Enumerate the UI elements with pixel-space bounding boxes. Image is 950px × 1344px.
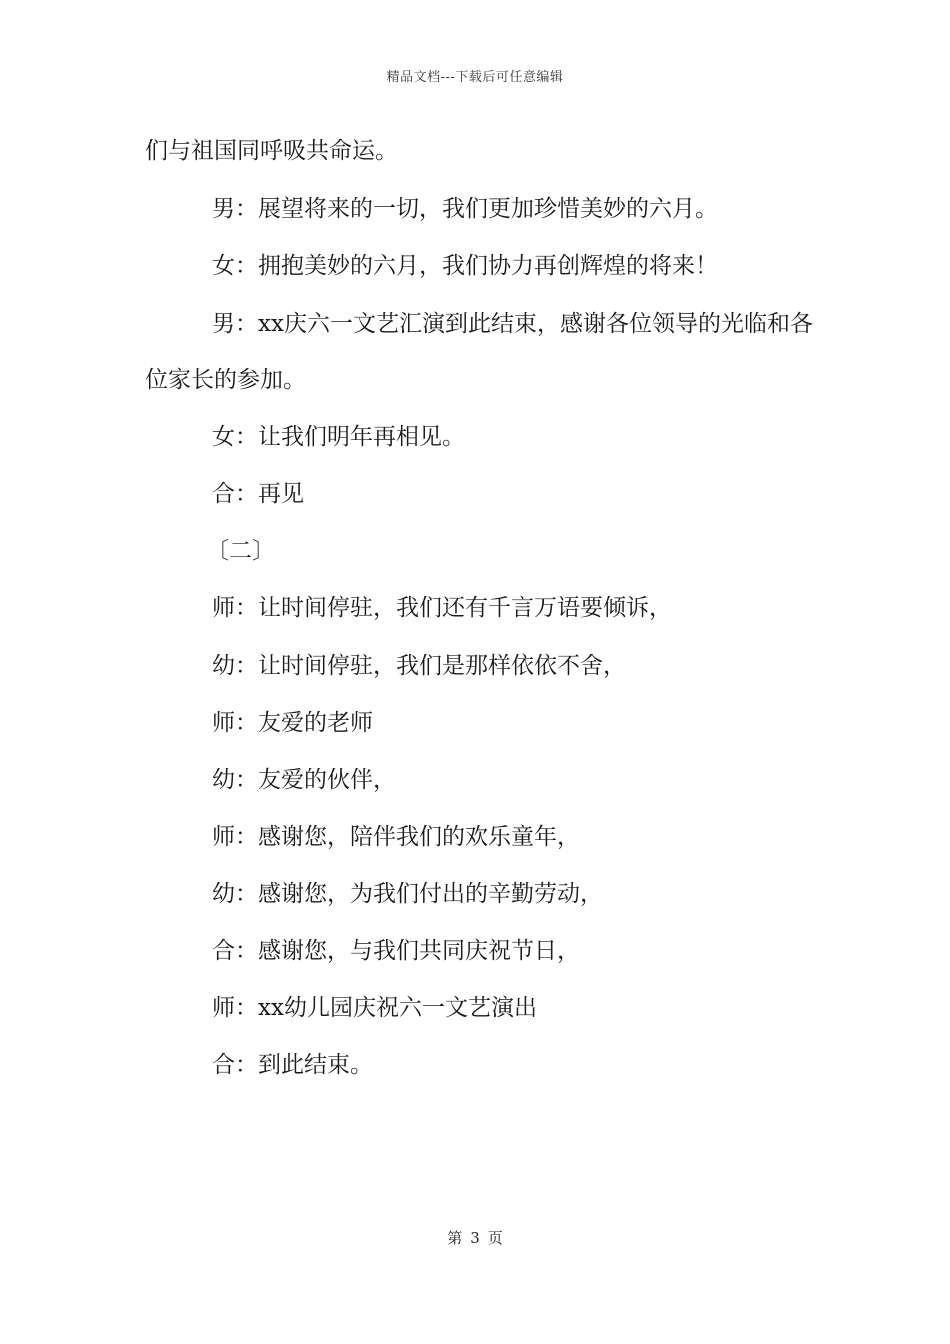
page-label-prefix: 第 (447, 1229, 463, 1247)
body-line: 女：让我们明年再相见。 (212, 424, 465, 450)
body-line: 女：拥抱美妙的六月，我们协力再创辉煌的将来！ (212, 253, 718, 279)
body-line: 师：感谢您，陪伴我们的欢乐童年， (212, 824, 580, 850)
body-line: 幼：友爱的伙伴， (212, 767, 396, 793)
page-footer (0, 1227, 950, 1248)
body-line: 幼：感谢您，为我们付出的辛勤劳动， (212, 881, 603, 907)
page-number: 3 (470, 1229, 480, 1247)
body-line: 合：再见 (212, 481, 304, 507)
body-line: 们与祖国同呼吸共命运。 (145, 138, 398, 164)
body-line: 合：到此结束。 (212, 1052, 373, 1078)
body-line: 位家长的参加。 (145, 367, 306, 393)
body-line: 师：友爱的老师 (212, 710, 373, 736)
body-line: 男：展望将来的一切，我们更加珍惜美妙的六月。 (212, 196, 718, 222)
body-line: 幼：让时间停驻，我们是那样依依不舍， (212, 653, 626, 679)
page-label-suffix: 页 (487, 1229, 503, 1247)
section-marker: 〔二〕 (206, 538, 275, 564)
body-line: 师：xx幼儿园庆祝六一文艺演出 (212, 995, 537, 1021)
body-line: 合：感谢您，与我们共同庆祝节日， (212, 938, 580, 964)
page-header: 精品文档---下载后可任意编辑 (386, 70, 564, 85)
body-line: 男：xx庆六一文艺汇演到此结束，感谢各位领导的光临和各 (212, 311, 813, 337)
body-line: 师：让时间停驻，我们还有千言万语要倾诉， (212, 595, 672, 621)
